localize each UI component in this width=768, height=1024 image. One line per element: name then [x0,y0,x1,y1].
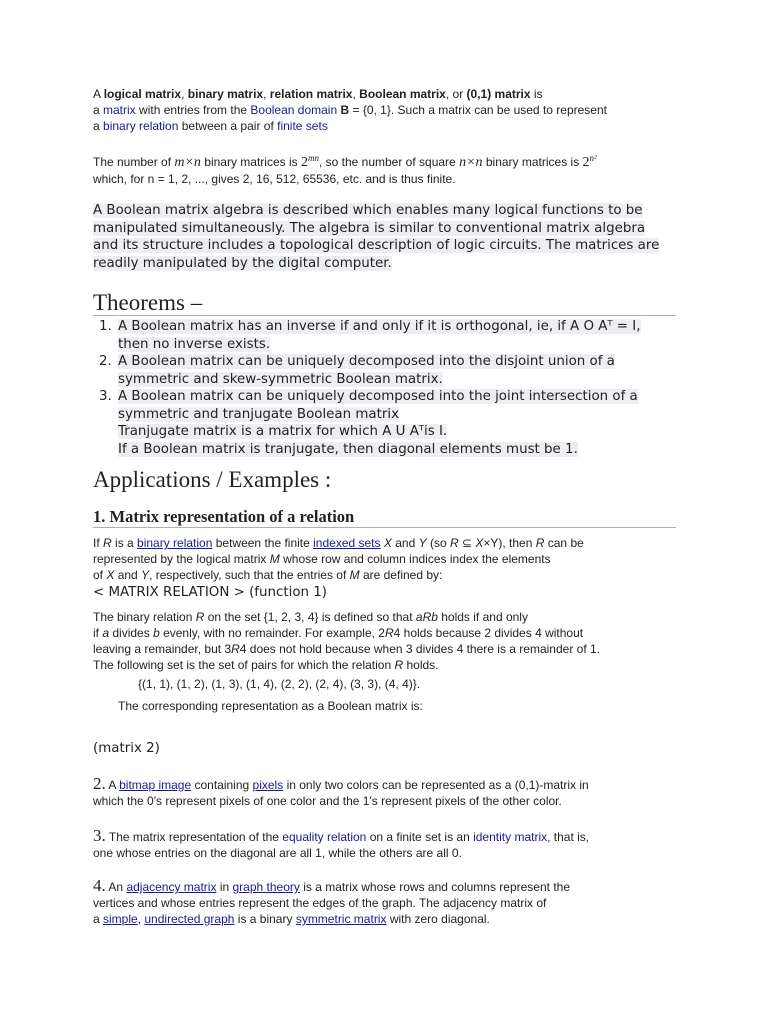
var-r: R [535,536,545,550]
boolean-algebra-description: A Boolean matrix algebra is described which enables many logical functions to be manipulated simultaneously. The algebra is similar to conventional matrix algebra and its structure includes a topological description of logic circuits. The matrices are readily manipulated by the digital computer. [93,203,660,271]
theorems-list [70,318,675,458]
math-nxn: n×n [459,155,483,170]
text: is a [111,536,138,550]
relation-line-3 [93,567,693,583]
link-graph-theory[interactable]: graph theory [232,880,300,894]
text: If [93,536,104,550]
math-mxn: m×n [174,155,201,170]
text: a [93,103,104,117]
text: with entries from the [135,103,251,117]
matrix-relation-placeholder: < MATRIX RELATION > (function 1) [93,585,328,600]
text: between the finite [212,536,314,550]
text: and [114,568,142,582]
text: A [105,778,120,792]
example-3 [93,828,693,861]
text: An [105,880,127,894]
var-arb: aRb [415,610,438,624]
example-number: 2. [93,774,106,793]
theorems-heading-rule [93,315,676,316]
relation-paragraph-2 [93,609,693,673]
text: binary matrices is [200,155,301,169]
text: The matrix representation of the [105,830,283,844]
theorem-3 [116,388,675,458]
link-undirected-graph[interactable]: undirected graph [144,912,235,926]
text: whose row and column indices index the elements [279,552,551,566]
var-m: M [269,552,280,566]
relation2-line-2 [93,625,693,641]
term-relation-matrix: relation matrix [269,87,353,101]
text: leaving a remainder, but 3 [93,642,232,656]
link-indexed-sets[interactable]: indexed sets [313,536,381,550]
text: a [93,912,104,926]
relation-pairs-set: {(1, 1), (1, 2), (1, 3), (1, 4), (2, 2), (2, 4), (3, 3), (4, 4)}. [138,677,421,691]
link-boolean-domain[interactable]: Boolean domain [250,103,338,117]
text: represented by the logical matrix [93,552,270,566]
relation2-line-1 [93,609,693,625]
theorem-1 [116,318,675,353]
link-simple[interactable]: simple [103,912,138,926]
theorem-2-text: A Boolean matrix can be uniquely decomposed into the disjoint union of a symmetric and skew-symmetric Boolean matrix. [118,354,615,387]
var-m: M [349,568,360,582]
example-2-line-2: which the 0's represent pixels of one color and the 1's represent pixels of the other color. [93,794,562,808]
theorem-2 [116,353,675,388]
var-r: R [449,536,459,550]
text: a [93,119,104,133]
var-b: b [153,626,160,640]
theorem-1-text: A Boolean matrix has an inverse if and only if it is orthogonal, ie, if A O Aᵀ = I, then no inverse exists. [118,319,641,352]
text: The binary relation [93,610,196,624]
example-4-line-2: vertices and whose entries represent the edges of the graph. The adjacency matrix of [93,896,547,910]
section-heading-rule [93,527,676,528]
count-line [93,154,693,171]
intro-paragraph-3 [93,202,668,272]
relation-line-2 [93,551,693,567]
term-01-matrix: (0,1) matrix [466,87,531,101]
var-y: Y [418,536,427,550]
text: in [216,880,233,894]
var-r: R [384,626,394,640]
text: between a pair of [178,119,278,133]
var-r: R [394,658,404,672]
example-4-line-1 [93,878,693,895]
var-x: X [383,536,392,550]
text: = {0, 1}. Such a matrix can be used to represent [349,103,607,117]
text: evenly, with no remainder. For example, 2 [159,626,385,640]
text: A [93,87,104,101]
var-y: Y [141,568,150,582]
example-2 [93,776,693,809]
text: of [93,568,107,582]
applications-heading: Applications / Examples : [93,467,332,492]
text: is a binary [234,912,296,926]
example-3-line-2: one whose entries on the diagonal are all 1, while the others are all 0. [93,846,462,860]
example-3-line-1 [93,828,693,845]
text: , [137,912,145,926]
theorems-heading: Theorems – [93,290,203,315]
text: and [391,536,419,550]
text: is [530,87,543,101]
var-x: X [475,536,484,550]
relation-line-1 [93,535,693,551]
text: are defined by: [359,568,443,582]
text: holds. [403,658,439,672]
text: , [181,87,188,101]
text: if [93,626,103,640]
relation-paragraph-1 [93,535,693,583]
text: The number of [93,155,175,169]
link-adjacency-matrix[interactable]: adjacency matrix [126,880,217,894]
corresponding-representation-text: The corresponding representation as a Boolean matrix is: [118,699,423,713]
var-r: R [195,610,205,624]
theorems-list-container [70,318,675,458]
term-logical-matrix: logical matrix [103,87,182,101]
example-number: 4. [93,876,106,895]
text: can be [544,536,584,550]
example-number: 3. [93,826,106,845]
text: ×Y), then [483,536,536,550]
text: , respectively, such that the entries of [149,568,350,582]
intro-paragraph-2 [93,154,693,187]
var-r: R [231,642,240,656]
text: holds if and only [437,610,528,624]
text: 4 holds because 2 divides 4 without [393,626,584,640]
count-line-2: which, for n = 1, 2, ..., gives 2, 16, 512, 65536, etc. and is thus finite. [93,172,456,186]
link-binary-relation[interactable]: binary relation [137,536,213,550]
text: ⊆ [458,536,476,550]
text: , or [445,87,467,101]
text: , [263,87,270,101]
term-binary-matrix: binary matrix [187,87,264,101]
link-symmetric-matrix[interactable]: symmetric matrix [295,912,387,926]
text: with zero diagonal. [386,912,490,926]
var-r: R [103,536,112,550]
link-binary-relation[interactable]: binary relation [103,119,179,133]
math-two: 2 [582,155,590,170]
text: on a finite set is an [366,830,474,844]
link-identity-matrix[interactable]: identity matrix [473,830,548,844]
example-4 [93,878,693,927]
math-two: 2 [300,155,308,170]
text: , that is, [547,830,590,844]
relation2-line-4 [93,657,693,673]
text: in only two colors can be represented as a (0,1)-matrix in [283,778,589,792]
text: , [352,87,360,101]
section-matrix-representation-heading: 1. Matrix representation of a relation [93,507,355,526]
link-matrix[interactable]: matrix [103,103,136,117]
intro-paragraph-1 [93,86,693,134]
math-exponent-n2: n² [589,153,597,163]
text: on the set {1, 2, 3, 4} is defined so that [204,610,416,624]
text: is a matrix whose rows and columns represent the [299,880,571,894]
text: The following set is the set of pairs for which the relation [93,658,395,672]
matrix-2-placeholder: (matrix 2) [93,741,160,756]
link-equality-relation[interactable]: equality relation [282,830,367,844]
intro-line-2 [93,102,693,118]
link-pixels[interactable]: pixels [252,778,284,792]
text: (so [426,536,450,550]
link-bitmap-image[interactable]: bitmap image [119,778,192,792]
intro-line-3 [93,118,693,134]
theorem-3-text: A Boolean matrix can be uniquely decomposed into the joint intersection of a symmetric and tranjugate Boolean matrix [118,389,638,422]
text: divides [109,626,154,640]
text: 4 does not hold because when 3 divides 4 there is a remainder of 1. [239,642,600,656]
example-4-line-3 [93,911,693,927]
link-finite-sets[interactable]: finite sets [277,119,328,133]
tranjugate-diagonal-rule: If a Boolean matrix is tranjugate, then diagonal elements must be 1. [118,441,578,457]
var-x: X [106,568,115,582]
var-a: a [102,626,110,640]
term-boolean-matrix: Boolean matrix [359,87,446,101]
example-2-line-1 [93,776,693,793]
tranjugate-definition: Tranjugate matrix is a matrix for which A U Aᵀis I. [118,424,448,439]
text: binary matrices is [482,155,583,169]
symbol-b: B [340,103,350,117]
math-exponent-mn: mn [307,153,319,163]
relation2-line-3 [93,641,693,657]
intro-line-1 [93,86,693,102]
text: , so the number of square [318,155,460,169]
text: containing [191,778,253,792]
